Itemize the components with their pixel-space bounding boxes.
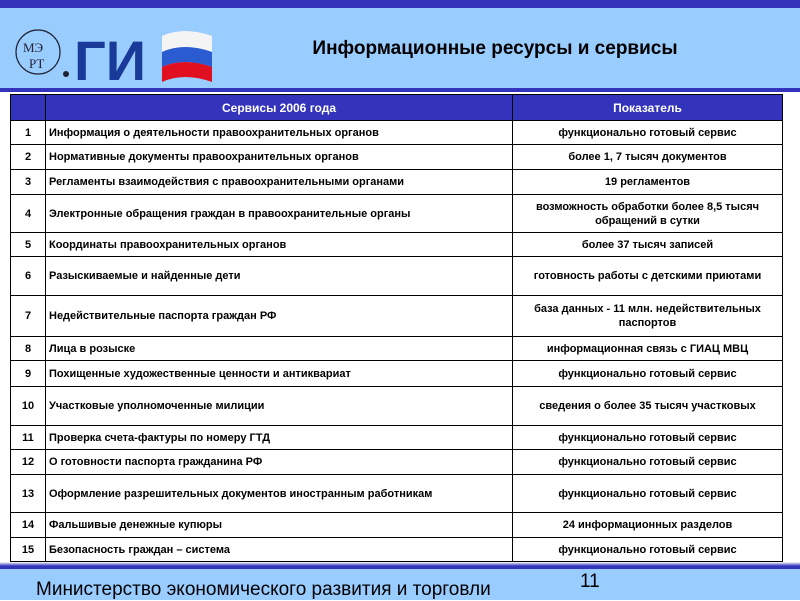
service-indicator: возможность обработки более 8,5 тысяч обращений в сутки: [513, 195, 783, 233]
service-name: Безопасность граждан – система: [46, 538, 513, 562]
service-name: Недействительные паспорта граждан РФ: [46, 296, 513, 337]
service-name: Координаты правоохранительных органов: [46, 233, 513, 257]
table-row: [11, 121, 783, 145]
service-indicator: более 37 тысяч записей: [513, 233, 783, 257]
logo: [14, 22, 224, 84]
service-indicator: более 1, 7 тысяч документов: [513, 145, 783, 170]
row-number: 1: [11, 121, 46, 145]
table-row: [11, 233, 783, 257]
service-indicator: функционально готовый сервис: [513, 121, 783, 145]
service-name: Информация о деятельности правоохранительных органов: [46, 121, 513, 145]
row-number: 4: [11, 195, 46, 233]
service-indicator: функционально готовый сервис: [513, 426, 783, 450]
row-number: 15: [11, 538, 46, 562]
table-row: [11, 337, 783, 361]
row-number: 7: [11, 296, 46, 337]
svg-text:МЭ: МЭ: [23, 40, 44, 55]
services-table: [10, 94, 783, 562]
row-number: 13: [11, 475, 46, 513]
table-row: [11, 475, 783, 513]
service-name: Участковые уполномоченные милиции: [46, 387, 513, 426]
top-bar: [0, 0, 800, 8]
service-name: Электронные обращения граждан в правоохранительные органы: [46, 195, 513, 233]
service-indicator: 19 регламентов: [513, 170, 783, 195]
col-number: [11, 95, 46, 121]
service-indicator: функционально готовый сервис: [513, 475, 783, 513]
row-number: 5: [11, 233, 46, 257]
page-title: Информационные ресурсы и сервисы: [312, 38, 678, 59]
table-row: [11, 296, 783, 337]
table-row: [11, 195, 783, 233]
service-indicator: информационная связь с ГИАЦ МВЦ: [513, 337, 783, 361]
table-row: [11, 426, 783, 450]
row-number: 8: [11, 337, 46, 361]
row-number: 6: [11, 257, 46, 296]
service-name: О готовности паспорта гражданина РФ: [46, 450, 513, 475]
row-number: 9: [11, 361, 46, 387]
row-number: 10: [11, 387, 46, 426]
service-name: Регламенты взаимодействия с правоохранительными органами: [46, 170, 513, 195]
svg-text:РТ: РТ: [29, 56, 45, 71]
service-name: Лица в розыске: [46, 337, 513, 361]
service-name: Похищенные художественные ценности и антиквариат: [46, 361, 513, 387]
page-number: 11: [580, 571, 600, 592]
service-indicator: функционально готовый сервис: [513, 361, 783, 387]
svg-text:ГИ: ГИ: [74, 29, 146, 84]
row-number: 12: [11, 450, 46, 475]
service-name: Оформление разрешительных документов иностранным работникам: [46, 475, 513, 513]
table-row: [11, 361, 783, 387]
service-indicator: готовность работы с детскими приютами: [513, 257, 783, 296]
service-indicator: база данных - 11 млн. недействительных паспортов: [513, 296, 783, 337]
table-row: [11, 513, 783, 538]
service-name: Нормативные документы правоохранительных органов: [46, 145, 513, 170]
service-indicator: функционально готовый сервис: [513, 538, 783, 562]
row-number: 11: [11, 426, 46, 450]
service-indicator: 24 информационных разделов: [513, 513, 783, 538]
table-row: [11, 387, 783, 426]
header: [0, 8, 800, 88]
table-row: [11, 450, 783, 475]
ministry-name: Министерство экономического развития и торговли: [36, 579, 491, 600]
service-name: Фальшивые денежные купюры: [46, 513, 513, 538]
row-number: 3: [11, 170, 46, 195]
col-indicator: Показатель: [513, 95, 783, 121]
service-name: Проверка счета-фактуры по номеру ГТД: [46, 426, 513, 450]
table-row: [11, 538, 783, 562]
table-row: [11, 257, 783, 296]
table-header-row: [11, 95, 783, 121]
col-services: Сервисы 2006 года: [46, 95, 513, 121]
service-indicator: сведения о более 35 тысяч участковых: [513, 387, 783, 426]
service-name: Разыскиваемые и найденные дети: [46, 257, 513, 296]
table-row: [11, 170, 783, 195]
row-number: 2: [11, 145, 46, 170]
footer: [0, 566, 800, 600]
service-indicator: функционально готовый сервис: [513, 450, 783, 475]
table-row: [11, 145, 783, 170]
header-divider: [0, 88, 800, 92]
row-number: 14: [11, 513, 46, 538]
